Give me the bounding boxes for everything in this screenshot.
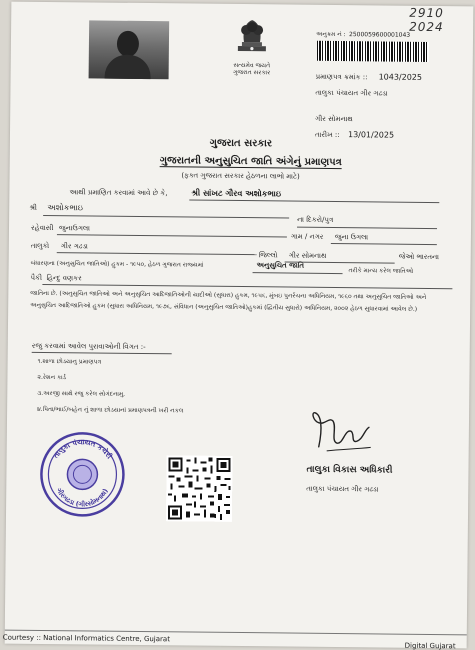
- caste-value: હિન્દુ વણકર: [46, 273, 82, 283]
- caste-prefix: પૈકી: [30, 273, 43, 282]
- resident-label: રહેવાસી: [30, 223, 54, 233]
- state-emblem-icon: [232, 16, 272, 62]
- issue-date: 13/01/2025: [347, 130, 395, 140]
- district-line: ગીર સોમનાથ: [315, 114, 353, 124]
- district-value: ગીર સોમનાથ: [288, 251, 327, 260]
- evidence-item: ૨.રેશન કાર્ડ: [37, 373, 67, 382]
- evidence-item: ૪.પિતા/ભાઈ/બહેન નું શાળા છોડયાનાં પ્રમાણપત્રની ખરી નકલ: [37, 405, 184, 415]
- certify-text: આથી પ્રમાણિત કરવામાં આવે છે કે,: [69, 188, 168, 198]
- serial-label: અનુક્રમ નં :: [316, 30, 346, 39]
- qr-code: [166, 455, 233, 522]
- constitution-line: બંધારણના (અનુસુચિત જાતિઓ) હુકમ - ૧૯૫૦, હેઠળ ગુજરાત રાજ્યમાં: [30, 259, 204, 269]
- district-label: જિલ્લો: [258, 251, 278, 260]
- certificate-sheet: [2, 2, 474, 650]
- applicant-name: શ્રી સાંખટ ગૌરવ અશોકભાઇ: [191, 188, 282, 199]
- barcode: [317, 41, 429, 62]
- emblem-caption-gujarat: ગુજરાત સરકાર: [232, 68, 271, 77]
- recognized-suffix: તરીકે માન્ય કરેલ જાતિઓ: [348, 267, 414, 275]
- government-title: ગુજરાત સરકાર: [209, 137, 273, 150]
- village-value: જુના ઉગલા: [334, 232, 369, 242]
- handwritten-number: 2910 2024: [409, 5, 444, 35]
- father-name: અશોકભાઇ: [47, 202, 84, 213]
- emblem-caption: સત્યમેવ જયતે: [233, 61, 271, 70]
- courtesy-footer: Courtesy :: National Informatics Centre, Gujarat: [2, 633, 171, 644]
- digital-gujarat-footer: Digital Gujarat: [404, 641, 456, 650]
- official-stamp-icon: [38, 430, 127, 519]
- office-line: તાલુકા પંચાયત ગીર ગઢડા: [315, 88, 388, 98]
- village-label: ગામ / નગર: [290, 232, 324, 241]
- date-label: તારીખ ::: [314, 130, 340, 140]
- scheduled-caste: અનુસુચિત જાતિ: [256, 261, 305, 270]
- svg-text:તાલુકા પંચાયત કચેરી: તાલુકા પંચાયત કચેરી: [51, 438, 114, 461]
- signatory-office: તાલુકા પંચાયત ગીર ગઢડા: [306, 484, 379, 494]
- taluka-value: ગીર ગઢડા: [60, 242, 88, 251]
- state-suffix: જેઓ ભારતના: [398, 252, 440, 262]
- evidence-item: ૩.અરજી સાથે રજુ કરેલ સોગંદનામુ.: [37, 389, 126, 398]
- certificate-heading: ગુજરાતની અનુસુચિત જાતિ અંગેનું પ્રમાણપત્ર: [159, 155, 342, 169]
- applicant-photo: [89, 20, 170, 79]
- evidence-heading: રજુ કરવામાં આવેલ પુરાવાઓની વિગત :-: [31, 341, 146, 352]
- legal-paragraph: જાતિના છે. (અનુસુચિત જાતિઓ અને અનુસુચિત આદિજાતિઓની યાદીઓ (સુધારા) હુકમ, ૧૯૫૬, મુંબઇ પુનર્રચના અધિનિયમ, ૧૯૬૦ તથા અનુસુચિત જાતિઓ અને અનુસુચિત આદિજાતિઓ હુકમ (સુધારા અધિનિયમ, ૧૯૭૬, સંવિધાન (અનુસુચિત જાતિઓ)હુકમાં (દ્વિતીય સુધારો) અધિનિયમ, ૨૦૦૨ હેઠળ સુધારવામાં આવેલ છે.): [30, 289, 427, 313]
- certificate-number: 1043/2025: [378, 72, 423, 82]
- certificate-number-label: પ્રમાણપત્ર ક્રમાંક ::: [315, 72, 368, 82]
- signature-icon: [307, 407, 377, 456]
- certificate-subheading: (ફક્ત ગુજરાત સરકાર હેઠળના લાભો માટે): [181, 171, 300, 181]
- evidence-item: ૧.શાળા છોડયાનુ પ્રમાણપત્ર: [37, 357, 102, 366]
- signatory-title: તાલુકા વિકાસ અધિકારી: [306, 464, 393, 476]
- taluka-label: તાલુકો: [30, 241, 50, 251]
- serial-number: 2500059600001043: [349, 31, 411, 39]
- son-of-label: ના દિકરો/પુત્ર: [297, 215, 334, 224]
- sri-label: શ્રી: [29, 203, 37, 212]
- resident-value: જુનાઉગલા: [58, 224, 91, 233]
- svg-text:ગીરગઢડા (ગીરસોમનાથ): ગીરગઢડા (ગીરસોમનાથ): [54, 486, 110, 509]
